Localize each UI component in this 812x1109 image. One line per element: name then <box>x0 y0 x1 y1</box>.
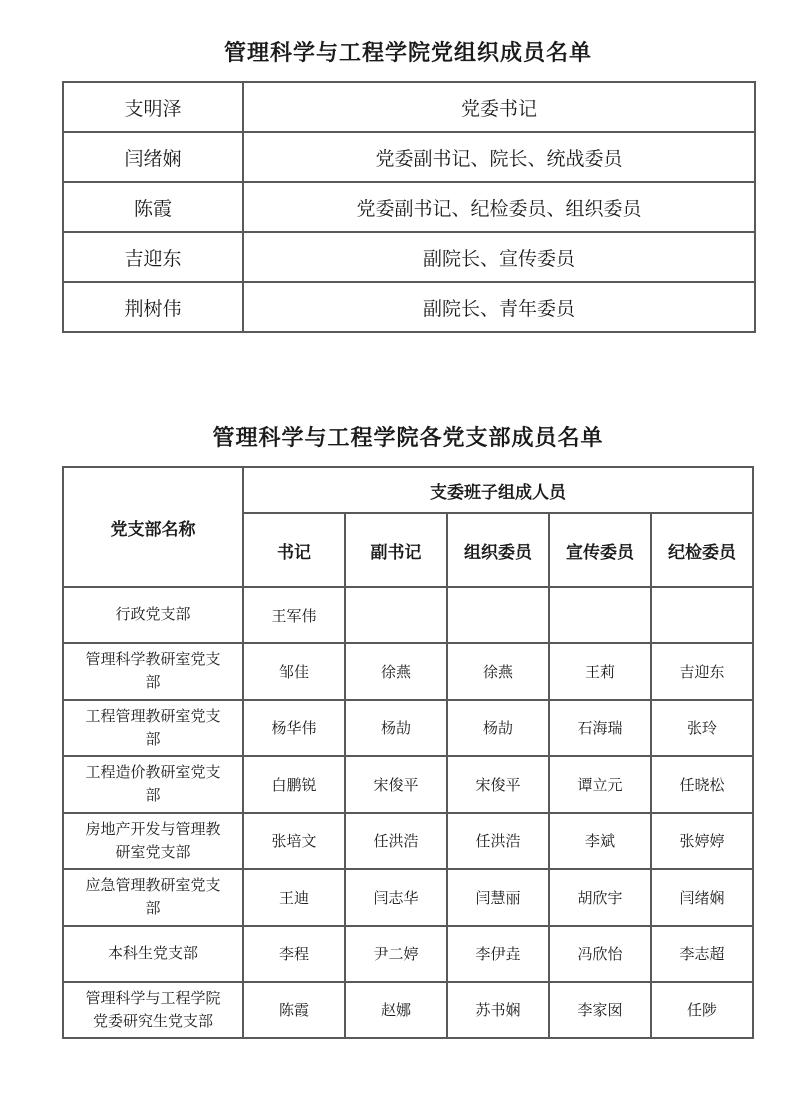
committee-member-cell: 杨劼 <box>345 700 447 757</box>
member-name-cell: 荆树伟 <box>63 282 243 332</box>
committee-member-cell: 陈霞 <box>243 982 345 1039</box>
table-row <box>63 82 755 132</box>
deputy-secretary-header: 副书记 <box>345 513 447 587</box>
committee-member-cell <box>651 587 753 643</box>
table-row <box>63 813 753 870</box>
committee-member-cell: 张玲 <box>651 700 753 757</box>
committee-member-cell: 任洪浩 <box>447 813 549 870</box>
committee-group-header: 支委班子组成人员 <box>243 467 753 513</box>
committee-member-cell: 杨华伟 <box>243 700 345 757</box>
committee-member-cell: 张培文 <box>243 813 345 870</box>
committee-member-cell: 李家囡 <box>549 982 651 1039</box>
committee-member-cell: 邹佳 <box>243 643 345 700</box>
org-members-title: 管理科学与工程学院党组织成员名单 <box>223 40 592 65</box>
member-name-cell: 支明泽 <box>63 82 243 132</box>
committee-member-cell: 任陟 <box>651 982 753 1039</box>
committee-member-cell: 王莉 <box>549 643 651 700</box>
committee-member-cell <box>549 587 651 643</box>
branch-name-cell: 应急管理教研室党支部 <box>63 869 243 926</box>
committee-member-cell: 徐燕 <box>345 643 447 700</box>
member-name-cell: 吉迎东 <box>63 232 243 282</box>
committee-member-cell: 谭立元 <box>549 756 651 813</box>
table-row <box>63 700 753 757</box>
branch-name-header: 党支部名称 <box>63 467 243 587</box>
committee-member-cell: 王军伟 <box>243 587 345 643</box>
committee-member-cell: 任晓松 <box>651 756 753 813</box>
member-name-cell: 陈霞 <box>63 182 243 232</box>
position-cell: 副院长、宣传委员 <box>243 232 755 282</box>
committee-member-cell: 吉迎东 <box>651 643 753 700</box>
committee-member-cell: 徐燕 <box>447 643 549 700</box>
branch-name-cell: 行政党支部 <box>63 587 243 643</box>
position-cell: 党委副书记、院长、统战委员 <box>243 132 755 182</box>
table-row <box>63 869 753 926</box>
publicity-member-header: 宣传委员 <box>549 513 651 587</box>
table-row <box>63 232 755 282</box>
committee-member-cell: 苏书娴 <box>447 982 549 1039</box>
table-row <box>63 643 753 700</box>
secretary-header: 书记 <box>243 513 345 587</box>
committee-member-cell: 白鹏锐 <box>243 756 345 813</box>
committee-member-cell: 胡欣宇 <box>549 869 651 926</box>
branch-members-table <box>62 466 754 1039</box>
committee-member-cell <box>345 587 447 643</box>
position-cell: 副院长、青年委员 <box>243 282 755 332</box>
table-row <box>63 282 755 332</box>
position-cell: 党委书记 <box>243 82 755 132</box>
table-row <box>63 182 755 232</box>
table-row <box>63 926 753 982</box>
table-row <box>63 132 755 182</box>
committee-member-cell <box>447 587 549 643</box>
table-row <box>63 982 753 1039</box>
committee-member-cell: 闫志华 <box>345 869 447 926</box>
branch-name-cell: 工程造价教研室党支部 <box>63 756 243 813</box>
committee-member-cell: 宋俊平 <box>447 756 549 813</box>
table-row <box>63 587 753 643</box>
branch-members-title: 管理科学与工程学院各党支部成员名单 <box>212 425 604 450</box>
member-name-cell: 闫绪娴 <box>63 132 243 182</box>
org-members-table <box>62 81 756 333</box>
committee-member-cell: 冯欣怡 <box>549 926 651 982</box>
branch-name-cell: 管理科学与工程学院党委研究生党支部 <box>63 982 243 1039</box>
committee-member-cell: 任洪浩 <box>345 813 447 870</box>
branch-name-cell: 房地产开发与管理教研室党支部 <box>63 813 243 870</box>
position-cell: 党委副书记、纪检委员、组织委员 <box>243 182 755 232</box>
branch-name-cell: 本科生党支部 <box>63 926 243 982</box>
committee-member-cell: 杨劼 <box>447 700 549 757</box>
committee-member-cell: 李斌 <box>549 813 651 870</box>
branch-name-cell: 工程管理教研室党支部 <box>63 700 243 757</box>
branch-name-cell: 管理科学教研室党支部 <box>63 643 243 700</box>
table-row <box>63 756 753 813</box>
committee-member-cell: 宋俊平 <box>345 756 447 813</box>
organization-member-header: 组织委员 <box>447 513 549 587</box>
committee-member-cell: 石海瑞 <box>549 700 651 757</box>
section-gap <box>62 333 754 421</box>
committee-member-cell: 闫绪娴 <box>651 869 753 926</box>
document-content <box>62 0 754 1039</box>
committee-member-cell: 李志超 <box>651 926 753 982</box>
table-header-row <box>63 467 753 513</box>
committee-member-cell: 李伊垚 <box>447 926 549 982</box>
committee-member-cell: 尹二婷 <box>345 926 447 982</box>
discipline-member-header: 纪检委员 <box>651 513 753 587</box>
committee-member-cell: 闫慧丽 <box>447 869 549 926</box>
committee-member-cell: 李程 <box>243 926 345 982</box>
committee-member-cell: 张婷婷 <box>651 813 753 870</box>
committee-member-cell: 赵娜 <box>345 982 447 1039</box>
committee-member-cell: 王迪 <box>243 869 345 926</box>
